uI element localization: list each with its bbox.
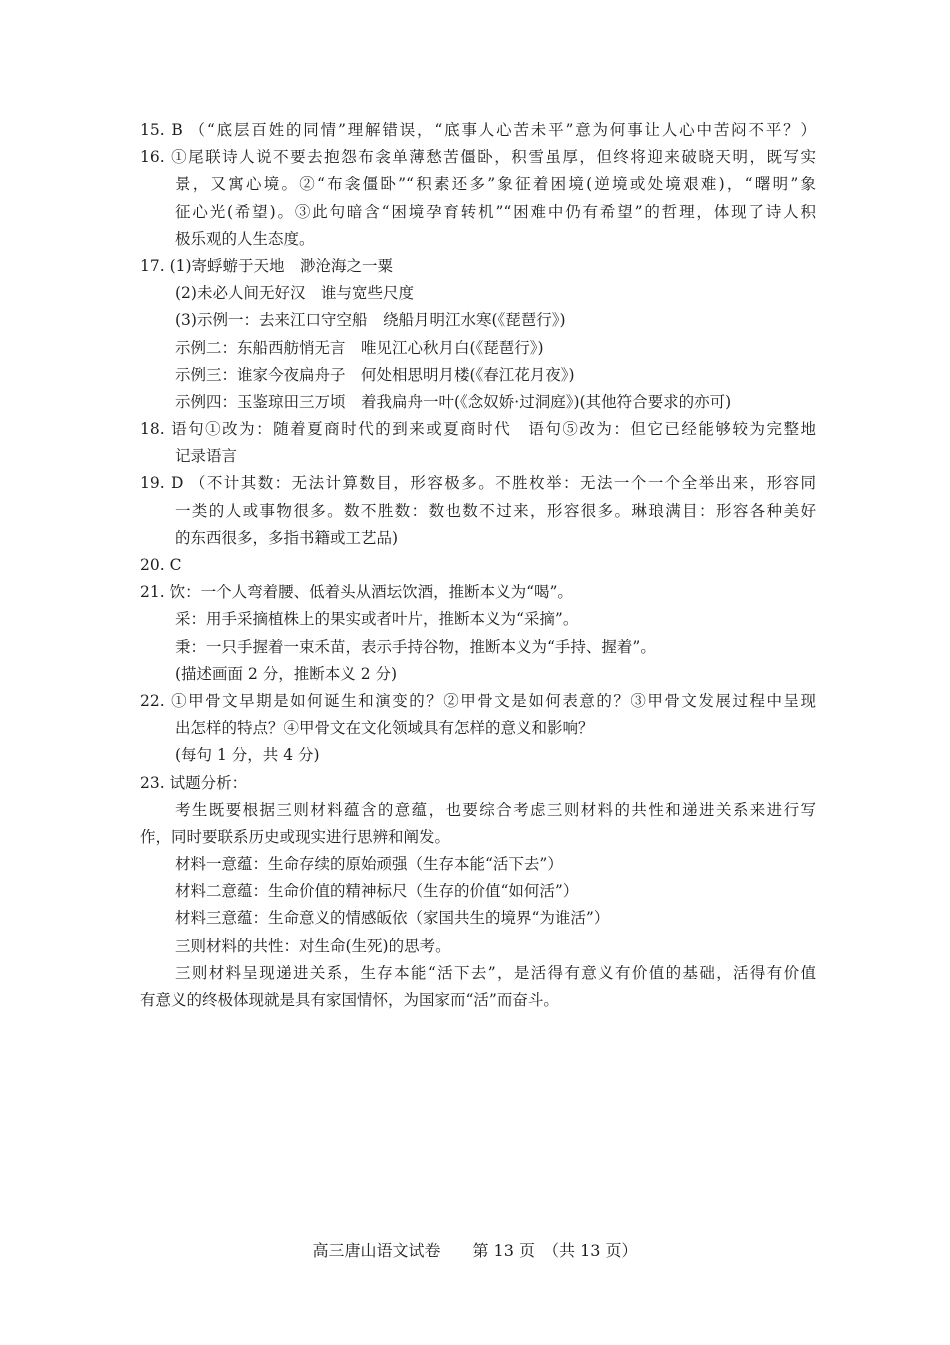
line-q23-3: 作，同时要联系历史或现实进行思辨和阐发。 [140, 827, 451, 846]
line-q19-3: 的东西很多，多指书籍或工艺品) [175, 528, 399, 547]
line-q17-1: 17. (1)寄蜉蝣于天地 渺沧海之一粟 [140, 256, 394, 275]
line-q17-3: (3)示例一：去来江口守空船 绕船月明江水寒(《琵琶行》) [175, 311, 566, 330]
line-q18-2: 记录语言 [175, 447, 238, 466]
line-q19-2: 一类的人或事物很多。数不胜数：数也数不过来，形容很多。琳琅满目：形容各种美好 [175, 501, 816, 520]
line-q23-2: 考生既要根据三则材料蕴含的意蕴，也要综合考虑三则材料的共性和递进关系来进行写 [175, 800, 816, 819]
line-q16-2: 景，又寓心境。②“布衾僵卧”“积素还多”象征着困境(逆境或处境艰难)，“曙明”象 [175, 175, 816, 194]
line-q17-6: 示例四：玉鉴琼田三万顷 着我扁舟一叶(《念奴娇·过洞庭》)(其他符合要求的亦可) [175, 392, 732, 411]
line-q22-1: 22. ①甲骨文早期是如何诞生和演变的？②甲骨文是如何表意的？③甲骨文发展过程中呈现 [140, 691, 816, 710]
line-q23-6: 材料三意蕴：生命意义的情感皈依（家国共生的境界“为谁活”） [175, 909, 610, 928]
line-q18-1: 18. 语句①改为：随着夏商时代的到来或夏商时代 语句⑤改为：但它已经能够较为完整地 [140, 420, 816, 439]
line-q20: 20. C [140, 556, 182, 574]
line-q17-5: 示例三：谁家今夜扁舟子 何处相思明月楼(《春江花月夜》) [175, 365, 575, 384]
line-q16-3: 征心光(希望)。③此句暗含“困境孕育转机”“困难中仍有希望”的哲理，体现了诗人积 [175, 202, 816, 221]
answer-text [140, 117, 816, 1014]
line-q23-8: 三则材料呈现递进关系，生存本能“活下去”，是活得有意义有价值的基础，活得有价值 [175, 963, 816, 982]
line-q17-2: (2)未必人间无好汉 谁与宽些尺度 [175, 284, 414, 303]
line-q16-4: 极乐观的人生态度。 [175, 229, 315, 248]
line-q23-9: 有意义的终极体现就是具有家国情怀，为国家而“活”而奋斗。 [140, 991, 559, 1009]
line-q23-7: 三则材料的共性：对生命(生死)的思考。 [175, 936, 451, 955]
line-q21-1: 21. 饮：一个人弯着腰、低着头从酒坛饮酒，推断本义为“喝”。 [140, 583, 573, 602]
line-q21-3: 秉：一只手握着一束禾苗，表示手持谷物，推断本义为“手持、握着”。 [175, 637, 656, 656]
line-q16-1: 16. ①尾联诗人说不要去抱怨布衾单薄愁苦僵卧，积雪虽厚，但终将迎来破晓天明，既写实 [140, 148, 816, 167]
line-q23-4: 材料一意蕴：生命存续的原始顽强（生存本能“活下去”） [175, 855, 563, 874]
line-q15: 15. B （“底层百姓的同情”理解错误，“底事人心苦未平”意为何事让人心中苦闷不平？） [140, 121, 816, 139]
line-q21-4: (描述画面 2 分，推断本义 2 分) [175, 664, 398, 683]
line-q22-3: (每句 1 分，共 4 分) [175, 746, 320, 765]
line-q23-5: 材料二意蕴：生命价值的精神标尺（生存的价值“如何活”） [175, 882, 579, 901]
line-q17-4: 示例二：东船西舫悄无言 唯见江心秋月白(《琵琶行》) [175, 338, 544, 357]
line-q21-2: 采：用手采摘植株上的果实或者叶片，推断本义为“采摘”。 [175, 610, 579, 629]
line-q22-2: 出怎样的特点？④甲骨文在文化领域具有怎样的意义和影响？ [175, 719, 594, 738]
page-footer: 高三唐山语文试卷 第 13 页 （共 13 页） [312, 1241, 638, 1260]
line-q19-1: 19. D （不计其数：无法计算数目，形容极多。不胜枚举：无法一个一个全举出来，形容同 [140, 474, 816, 493]
line-q23-1: 23. 试题分析： [140, 773, 248, 792]
